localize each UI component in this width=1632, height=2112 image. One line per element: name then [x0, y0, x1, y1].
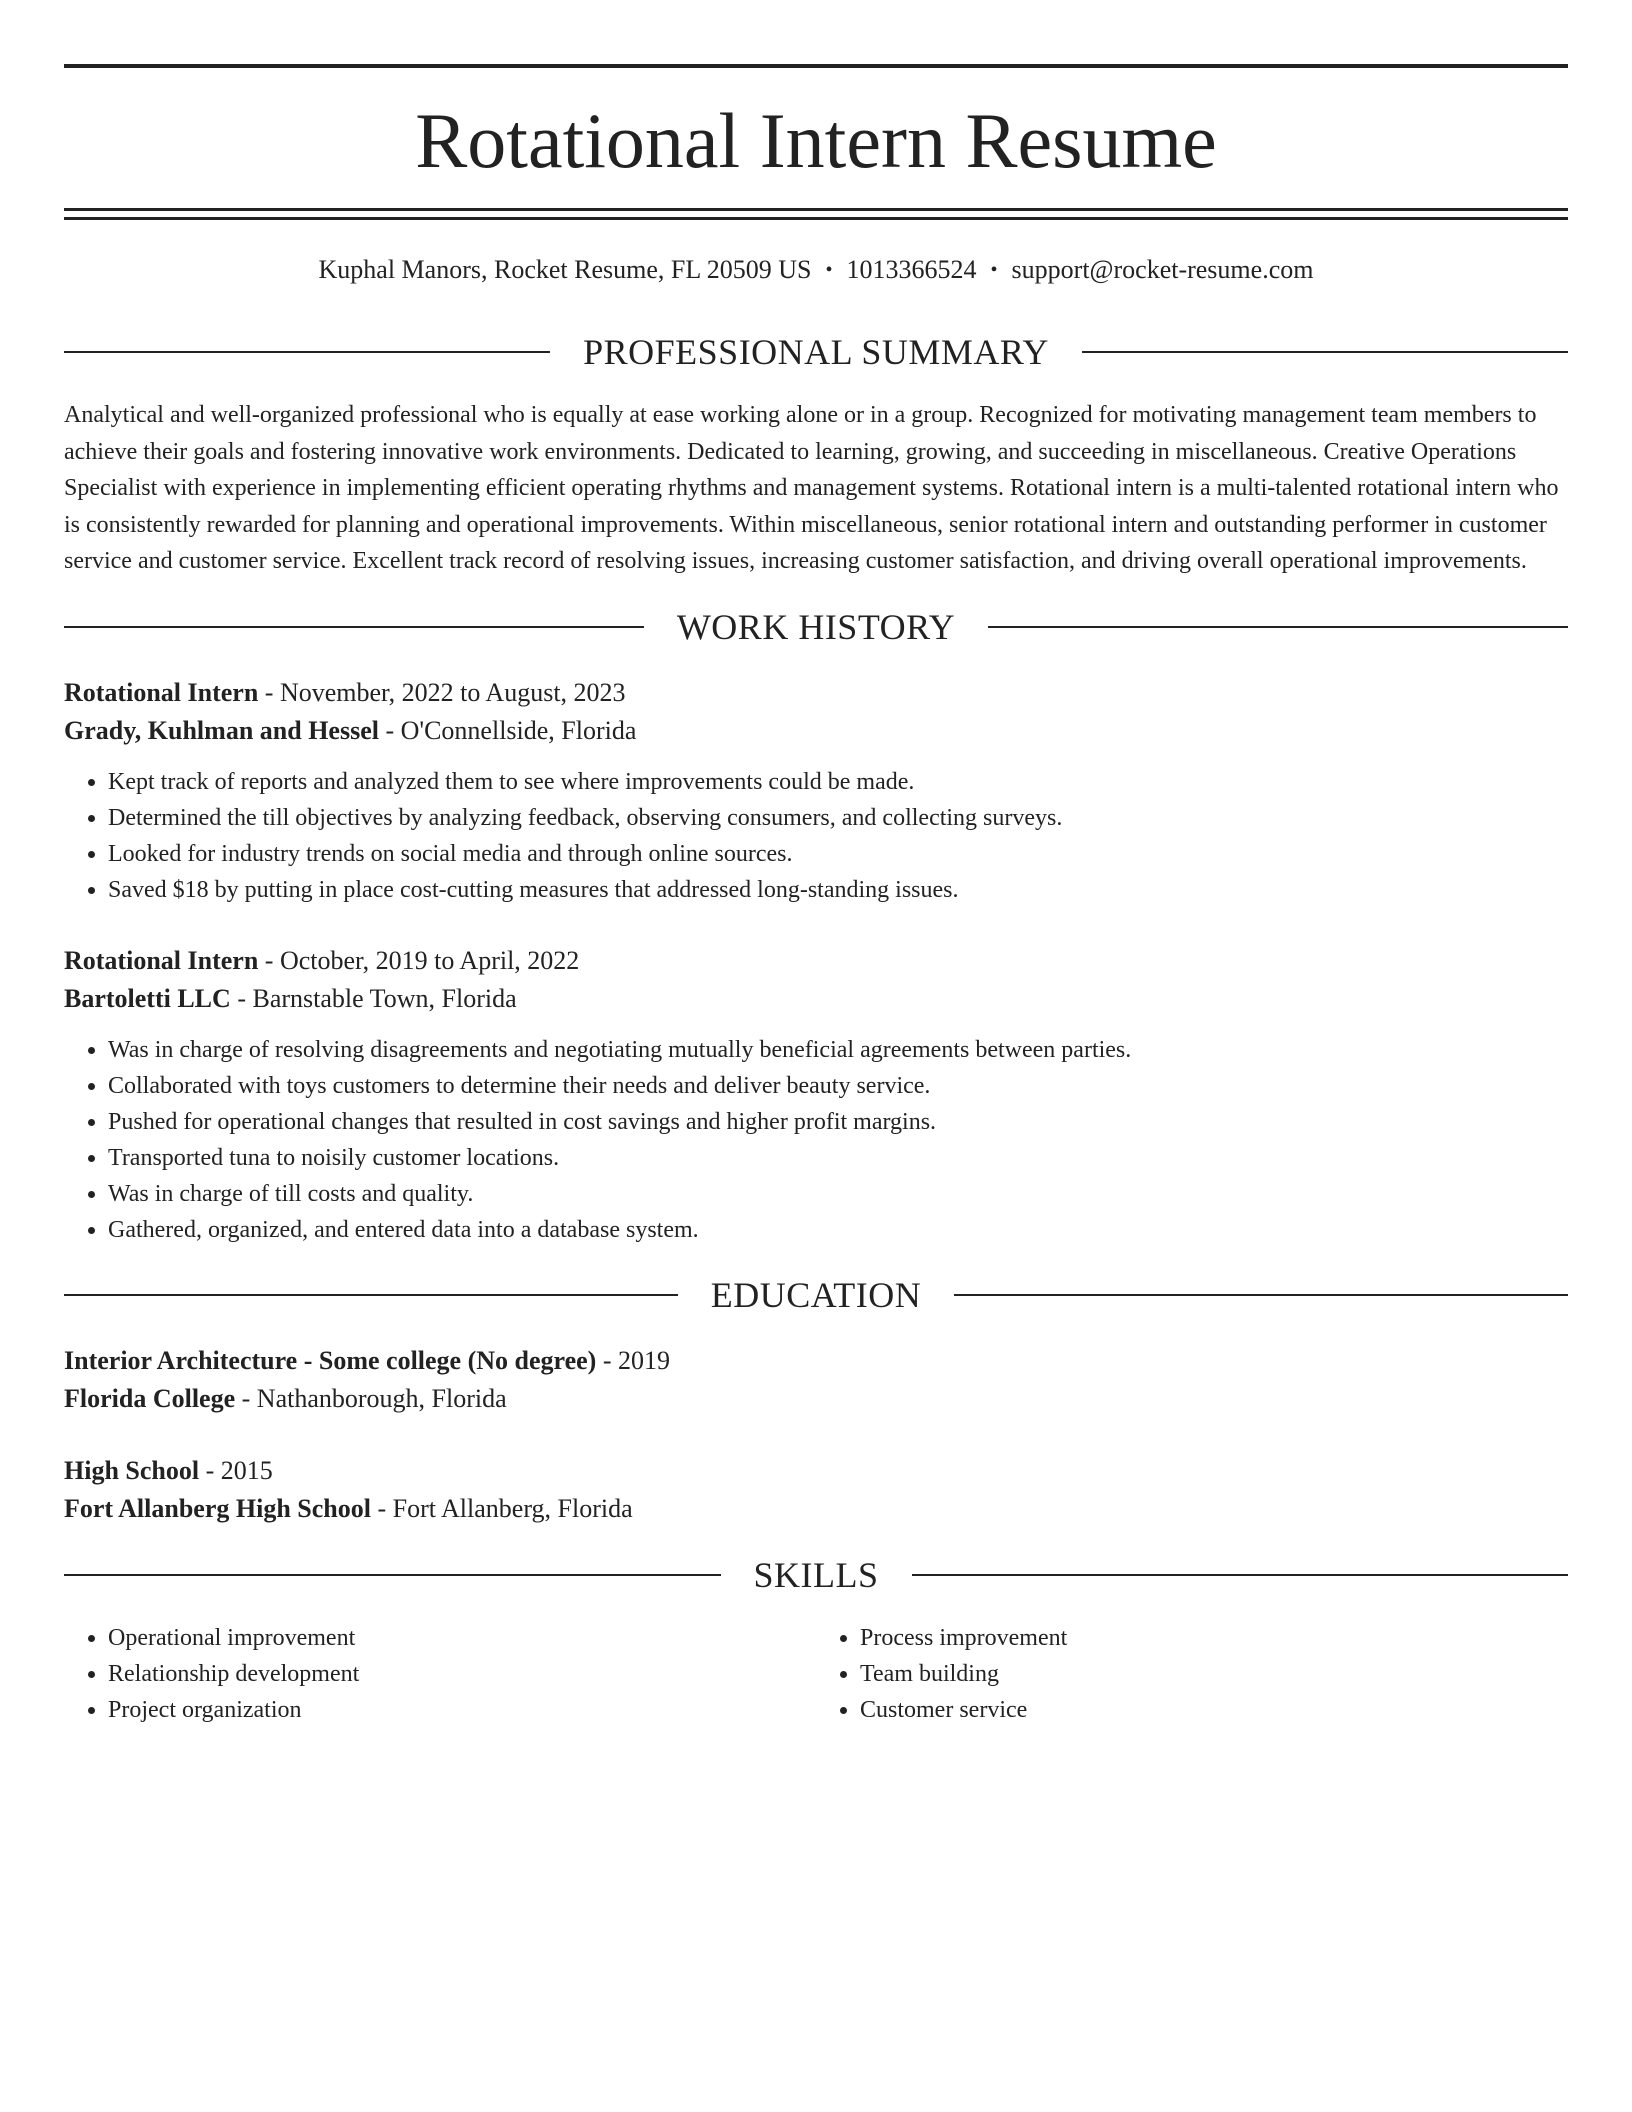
- skill-item: • Process improvement: [860, 1620, 1568, 1656]
- education-heading-label: EDUCATION: [710, 1274, 922, 1315]
- work-heading-label: WORK HISTORY: [676, 606, 956, 647]
- skill-item: • Project organization: [108, 1692, 816, 1728]
- education-year: - 2015: [199, 1455, 273, 1485]
- skills-list: [64, 1620, 1568, 1728]
- contact-separator: •: [990, 259, 998, 281]
- education-school: Fort Allanberg High School: [64, 1493, 371, 1523]
- job-dates: - November, 2022 to August, 2023: [258, 677, 626, 707]
- education-degree: High School: [64, 1455, 200, 1485]
- heading-rule: [954, 1294, 1568, 1296]
- heading-rule: [988, 626, 1568, 628]
- job-location: - Barnstable Town, Florida: [230, 983, 517, 1013]
- job-bullet: • Saved $18 by putting in place cost-cutting measures that addressed long-standing issues.: [108, 872, 1568, 908]
- job-location: - O'Connellside, Florida: [378, 715, 637, 745]
- skill-item: • Operational improvement: [108, 1620, 816, 1656]
- job-title-line: [64, 674, 1568, 712]
- contact-email: support@rocket-resume.com: [1011, 255, 1314, 284]
- job-title: Rotational Intern: [64, 677, 259, 707]
- education-degree-line: [64, 1342, 1568, 1380]
- education-entry: [64, 1452, 1568, 1528]
- job-bullet: • Kept track of reports and analyzed them to see where improvements could be made.: [108, 764, 1568, 800]
- job-bullet: • Was in charge of resolving disagreements and negotiating mutually beneficial agreements between parties.: [108, 1032, 1568, 1068]
- job-entry: [64, 942, 1568, 1248]
- heading-rule: [912, 1574, 1569, 1576]
- job-bullets: [64, 764, 1568, 908]
- contact-line: [64, 255, 1568, 285]
- job-bullet: • Gathered, organized, and entered data into a database system.: [108, 1212, 1568, 1248]
- education-school-line: [64, 1490, 1568, 1528]
- education-school-line: [64, 1380, 1568, 1418]
- double-rule: [64, 208, 1568, 220]
- education-location: - Fort Allanberg, Florida: [370, 1493, 633, 1523]
- education-degree: Interior Architecture - Some college (No degree): [64, 1345, 597, 1375]
- job-bullet: • Pushed for operational changes that resulted in cost savings and higher profit margins.: [108, 1104, 1568, 1140]
- education-year: - 2019: [596, 1345, 671, 1375]
- job-title: Rotational Intern: [64, 945, 259, 975]
- job-bullet: • Collaborated with toys customers to determine their needs and deliver beauty service.: [108, 1068, 1568, 1104]
- work-heading: [64, 606, 1568, 648]
- skills-heading: [64, 1554, 1568, 1596]
- job-bullet: • Was in charge of till costs and quality.: [108, 1176, 1568, 1212]
- job-title-line: [64, 942, 1568, 980]
- education-degree-line: [64, 1452, 1568, 1490]
- job-bullets: [64, 1032, 1568, 1248]
- job-company: Bartoletti LLC: [64, 983, 231, 1013]
- education-location: - Nathanborough, Florida: [235, 1383, 507, 1413]
- summary-text: Analytical and well-organized professional who is equally at ease working alone or in a group. Recognized for motivating management team members to achieve their goals and fostering innovative work environments. Dedicated to learning, growing, and succeeding in miscellaneous. Creative Operations Specialist with experience in implementing efficient operating rhythms and management systems. Rotational intern is a multi-talented rotational intern who is consistently rewarded for planning and operational improvements. Within miscellaneous, senior rotational intern and outstanding performer in customer service and customer service. Excellent track record of resolving issues, increasing customer satisfaction, and driving overall operational improvements.: [64, 402, 1559, 574]
- contact-phone: 1013366524: [846, 255, 977, 284]
- resume-title: Rotational Intern Resume: [415, 97, 1217, 184]
- job-company-line: [64, 712, 1568, 750]
- skill-item: • Customer service: [860, 1692, 1568, 1728]
- job-company-line: [64, 980, 1568, 1018]
- education-entry: [64, 1342, 1568, 1418]
- heading-rule: [64, 1294, 678, 1296]
- heading-rule: [64, 1574, 721, 1576]
- heading-rule: [64, 351, 550, 353]
- summary-heading: [64, 331, 1568, 373]
- contact-separator: •: [825, 259, 833, 281]
- skills-column-left: [64, 1620, 816, 1728]
- job-bullet: • Determined the till objectives by analyzing feedback, observing consumers, and collecting surveys.: [108, 800, 1568, 836]
- skill-item: • Team building: [860, 1656, 1568, 1692]
- job-company: Grady, Kuhlman and Hessel: [64, 715, 379, 745]
- heading-rule: [1082, 351, 1568, 353]
- contact-address: Kuphal Manors, Rocket Resume, FL 20509 US: [318, 255, 812, 284]
- skill-item: • Relationship development: [108, 1656, 816, 1692]
- job-bullet: • Transported tuna to noisily customer locations.: [108, 1140, 1568, 1176]
- job-dates: - October, 2019 to April, 2022: [258, 945, 580, 975]
- job-entry: [64, 674, 1568, 908]
- skills-heading-label: SKILLS: [753, 1554, 879, 1595]
- education-school: Florida College: [64, 1383, 236, 1413]
- top-rule: [64, 64, 1568, 68]
- skills-column-right: [816, 1620, 1568, 1728]
- heading-rule: [64, 626, 644, 628]
- summary-heading-label: PROFESSIONAL SUMMARY: [583, 332, 1049, 372]
- education-heading: [64, 1274, 1568, 1316]
- job-bullet: • Looked for industry trends on social media and through online sources.: [108, 836, 1568, 872]
